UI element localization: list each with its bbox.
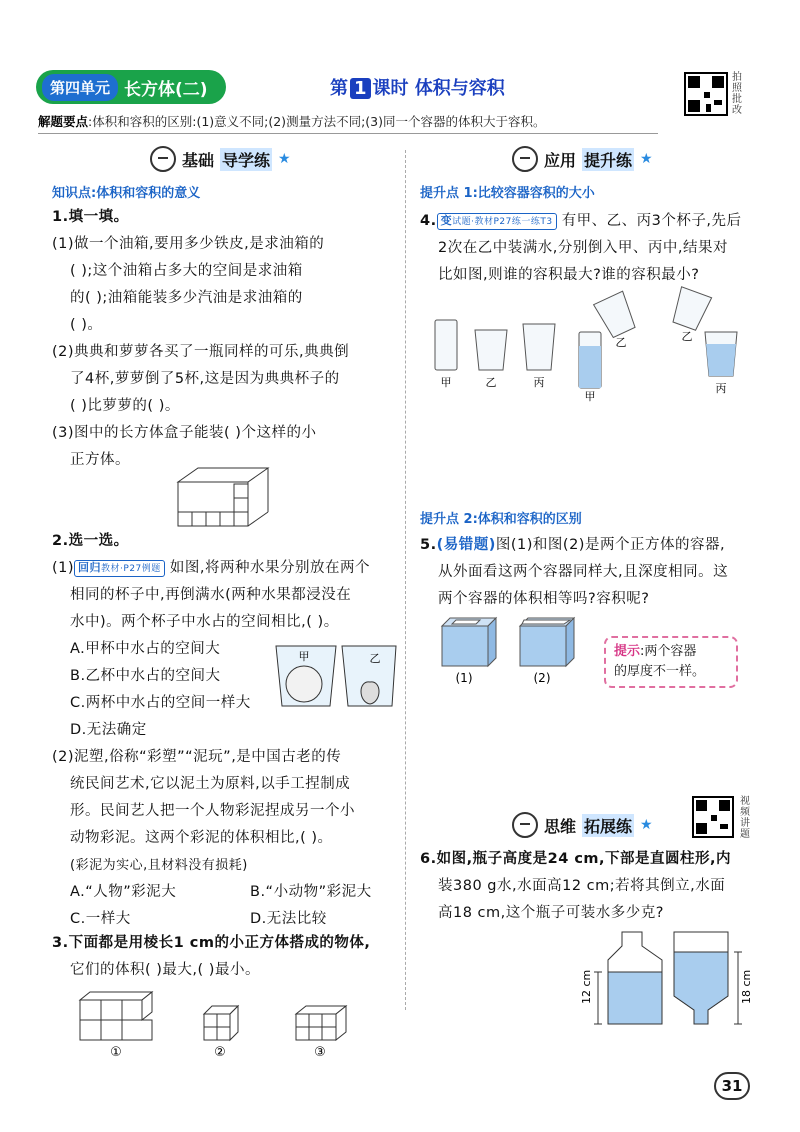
q2-1-option: D.无法确定 — [70, 722, 147, 738]
container-label: (2) — [533, 671, 551, 685]
q2-2-option: B.“小动物”彩泥大 — [250, 884, 372, 900]
q5-line: 从外面看这两个容器同样大,且深度相同。这 — [438, 564, 729, 580]
q2-1-option: B.乙杯中水占的空间大 — [70, 668, 221, 684]
cup-label: 乙 — [681, 330, 693, 343]
cup-label: 甲 — [440, 376, 452, 389]
solid-label: ② — [214, 1045, 226, 1060]
section-title-a: 基础 — [182, 150, 215, 170]
fruit-cups-figure — [272, 640, 397, 710]
q2-2-option: D.无法比较 — [250, 911, 327, 927]
column-divider — [405, 150, 406, 1010]
hint-label: 提示 — [614, 644, 641, 659]
q4-line: 比如图,则谁的容积最大?谁的容积最小? — [438, 267, 700, 283]
variant-tag-a: 变 — [440, 213, 453, 227]
review-tag-a: 回归 — [78, 560, 102, 574]
q4-line: 有甲、乙、丙3个杯子,先后 — [561, 213, 742, 229]
q2-2-option: C.一样大 — [70, 911, 131, 927]
star-icon: ★ — [278, 151, 291, 167]
review-tag — [74, 560, 165, 577]
hint-text: :两个容器 — [640, 644, 697, 659]
lesson-title — [330, 74, 505, 100]
mascot-icon — [512, 146, 538, 172]
video-qr-icon[interactable] — [692, 796, 734, 838]
section-basic — [150, 146, 291, 172]
raise-point-2: 提升点 2:体积和容积的区别 — [420, 512, 582, 527]
knowledge-point: 知识点:体积和容积的意义 — [52, 186, 201, 201]
star-icon: ★ — [640, 817, 653, 833]
dim-12cm: 12 cm — [580, 969, 593, 1004]
cup-label: 乙 — [485, 376, 497, 389]
q6-line: 高18 cm,这个瓶子可装水多少克? — [438, 905, 664, 921]
q1-1-line: ( )。 — [70, 317, 103, 333]
q2-1-line: 如图,将两种水果分别放在两个 — [169, 560, 371, 576]
cube-solids-figure — [70, 984, 390, 1059]
cups-figure — [425, 288, 755, 408]
unit-name: 长方体(二) — [124, 79, 208, 100]
q2-2-line: (2)泥塑,俗称“彩塑”“泥玩”,是中国古老的传 — [52, 749, 342, 765]
page-number: 31 — [714, 1072, 750, 1100]
q1-1-line: 的( );油箱能装多少汽油是求油箱的 — [70, 290, 303, 306]
container-label: (1) — [455, 671, 473, 685]
q5-line: 图(1)和图(2)是两个正方体的容器, — [495, 537, 726, 553]
section-applied — [512, 146, 653, 172]
section-title-b: 提升练 — [582, 148, 634, 171]
q2-1-line: 相同的杯子中,再倒满水(两种水果都浸没在 — [70, 587, 352, 603]
q2-2-line: 动物彩泥。这两个彩泥的体积相比,( )。 — [70, 830, 333, 846]
q2-2-line: 统民间艺术,它以泥土为原料,以手工捏制成 — [70, 776, 351, 792]
q1-2-line: ( )比萝萝的( )。 — [70, 398, 180, 414]
cup-label: 丙 — [533, 376, 545, 389]
q6-line: 6.如图,瓶子高度是24 cm,下部是直圆柱形,内 — [420, 851, 732, 867]
section-title-a: 思维 — [544, 816, 577, 836]
section-extension — [512, 812, 653, 838]
q1-1-line: (1)做一个油箱,要用多少铁皮,是求油箱的 — [52, 236, 325, 252]
cup-label-jia: 甲 — [298, 650, 310, 663]
star-icon: ★ — [640, 151, 653, 167]
raise-point-1: 提升点 1:比较容器容积的大小 — [420, 186, 595, 201]
qr-side-text: 拍照批改 — [732, 72, 742, 116]
hint-box — [604, 636, 738, 688]
cup-label: 甲 — [584, 390, 596, 403]
question-3 — [52, 930, 397, 984]
section-title-b: 导学练 — [220, 148, 272, 171]
cup-label: 乙 — [615, 336, 627, 349]
q1-title: 1.填一填。 — [52, 209, 129, 225]
question-4 — [420, 208, 760, 289]
hint-text: 的厚度不一样。 — [614, 664, 706, 679]
mascot-icon — [150, 146, 176, 172]
q1-3-line: (3)图中的长方体盒子能装( )个这样的小 — [52, 425, 317, 441]
key-points — [38, 112, 658, 134]
q3-line: 它们的体积( )最大,( )最小。 — [70, 962, 260, 978]
cup-label-yi: 乙 — [369, 652, 381, 665]
unit-prefix: 第四单元 — [42, 74, 118, 101]
question-2: 2.选一选。 (1) 回归教材·P27例题 如图,将两种水果分别放在两个 相同的杯子中,再倒满水(两种水果都浸没在 水中)。两个杯子中水占的空间相比,( )。 A.甲杯中水占的空间大 B.乙杯中水占的空间大 C.两杯中水占的空间一样大 D.无法确定 (2)泥塑,俗称“彩塑”“泥玩”,是中国古老的传 统民间艺术,它以泥土为原料,以手工捏制成 形。民间艺人把一个人物彩泥捏成另一个小 动物彩泥。这两个彩泥的体积相比,( )。 (彩泥为实心,且材料没有损耗) A.“人物”彩泥大 B.“小动物”彩泥大 C.一样大 D.无法比较 — [52, 528, 397, 933]
q1-2-line: (2)典典和萝萝各买了一瓶同样的可乐,典典倒 — [52, 344, 350, 360]
key-text: :体积和容积的区别:(1)意义不同;(2)测量方法不同;(3)同一个容器的体积大于容积。 — [88, 114, 546, 129]
key-label: 解题要点 — [38, 114, 89, 129]
section-title-a: 应用 — [544, 150, 577, 170]
q1-3-line: 正方体。 — [70, 452, 130, 468]
box-cubes-figure — [172, 462, 272, 530]
q2-1-option: A.甲杯中水占的空间大 — [70, 641, 221, 657]
error-tag: (易错题) — [436, 537, 496, 553]
dim-18cm: 18 cm — [740, 969, 753, 1004]
section-title-b: 拓展练 — [582, 814, 634, 837]
video-side-text: 视频讲题 — [740, 796, 750, 840]
question-5 — [420, 532, 760, 613]
mascot-icon — [512, 812, 538, 838]
lesson-pre: 第 — [330, 78, 348, 99]
q4-line: 2次在乙中装满水,分别倒入甲、丙中,结果对 — [438, 240, 728, 256]
q3-line: 3.下面都是用棱长1 cm的小正方体搭成的物体, — [52, 935, 371, 951]
q2-2-note: (彩泥为实心,且材料没有损耗) — [70, 858, 248, 873]
q1-2-line: 了4杯,萝萝倒了5杯,这是因为典典杯子的 — [70, 371, 340, 387]
q2-2-line: 形。民间艺人把一个人物彩泥捏成另一个小 — [70, 803, 355, 819]
cup-label: 丙 — [715, 382, 727, 395]
q5-num: 5. — [420, 537, 437, 553]
review-tag-b: 教材·P27例题 — [101, 563, 161, 574]
containers-figure — [436, 616, 586, 686]
solid-label: ③ — [314, 1045, 326, 1060]
lesson-num: 1 — [350, 78, 371, 99]
q2-1-line: 水中)。两个杯子中水占的空间相比,( )。 — [70, 614, 339, 630]
lesson-post: 课时 体积与容积 — [372, 78, 505, 99]
q4-num: 4. — [420, 213, 437, 229]
q1-1-line: ( );这个油箱占多大的空间是求油箱 — [70, 263, 303, 279]
unit-tag — [36, 70, 226, 104]
question-1 — [52, 204, 397, 474]
q5-line: 两个容器的体积相等吗?容积呢? — [438, 591, 650, 607]
q6-line: 装380 g水,水面高12 cm;若将其倒立,水面 — [438, 878, 726, 894]
q2-title: 2.选一选。 — [52, 533, 129, 549]
variant-tag-b: 试题·教材P27练一练T3 — [452, 216, 553, 227]
solid-label: ① — [110, 1045, 122, 1060]
q2-2-option: A.“人物”彩泥大 — [70, 884, 177, 900]
bottle-figure — [580, 928, 774, 1028]
variant-tag — [437, 213, 557, 230]
qr-code-icon[interactable] — [684, 72, 728, 116]
q2-1-option: C.两杯中水占的空间一样大 — [70, 695, 251, 711]
question-6 — [420, 846, 765, 927]
